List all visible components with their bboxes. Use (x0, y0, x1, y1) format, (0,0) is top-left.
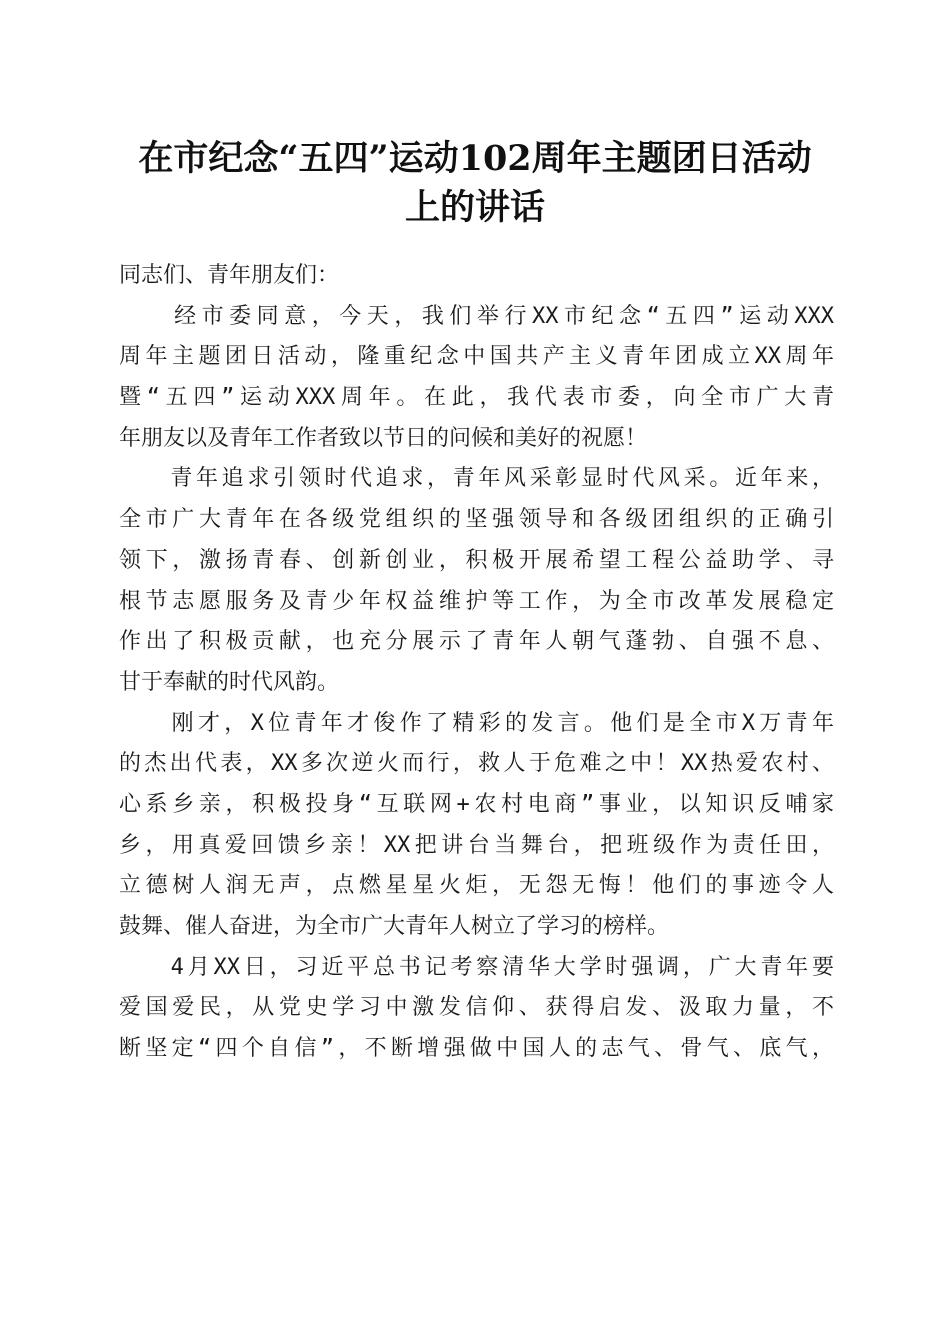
paragraph-line: 作出了积极贡献，也充分展示了青年人朝气蓬勃、自强不息、 (119, 629, 834, 655)
paragraph-line: 4月XX日，习近平总书记考察清华大学时强调，广大青年要 (119, 954, 834, 980)
paragraph-line: 暨“五四”运动XXX周年。在此，我代表市委，向全市广大青 (119, 385, 834, 411)
paragraph-line: 周年主题团日活动，隆重纪念中国共产主义青年团成立XX周年 (119, 344, 834, 370)
paragraph-line: 全市广大青年在各级党组织的坚强领导和各级团组织的正确引 (119, 507, 834, 533)
title-line-2: 上的讲话 (404, 187, 545, 228)
paragraph-line: 领下，激扬青春、创新创业，积极开展希望工程公益助学、寻 (119, 547, 834, 573)
paragraph-line: 乡，用真爱回馈乡亲！XX把讲台当舞台，把班级作为责任田， (119, 832, 834, 858)
salutation: 同志们、青年朋友们： (119, 263, 340, 288)
paragraph-line: 心系乡亲，积极投身“互联网+农村电商”事业，以知识反哺家 (119, 791, 834, 817)
paragraph-line: 青年追求引领时代追求，青年风采彰显时代风采。近年来， (119, 466, 834, 492)
paragraph-line: 断坚定“四个自信”，不断增强做中国人的志气、骨气、底气， (119, 1036, 834, 1062)
paragraph-line: 年朋友以及青年工作者致以节日的问候和美好的祝愿！ (119, 425, 648, 451)
paragraph-line: 鼓舞、催人奋进，为全市广大青年人树立了学习的榜样。 (119, 914, 670, 939)
paragraph-4 (119, 948, 834, 1070)
paragraph-line: 的杰出代表，XX多次逆火而行，救人于危难之中！XX热爱农村、 (119, 751, 834, 777)
paragraph-2 (119, 459, 834, 703)
document-body (119, 256, 834, 1070)
document-title (100, 134, 850, 232)
paragraph-line: 根节志愿服务及青少年权益维护等工作，为全市改革发展稳定 (119, 588, 834, 614)
paragraph-line: 爱国爱民，从党史学习中激发信仰、获得启发、汲取力量，不 (119, 995, 834, 1021)
paragraph-line: 立德树人润无声，点燃星星火炬，无怨无悔！他们的事迹令人 (119, 873, 834, 899)
paragraph-line: 甘于奉献的时代风韵。 (119, 669, 340, 695)
paragraph-3 (119, 704, 834, 948)
title-line-1: 在市纪念“五四”运动102周年主题团日活动 (138, 138, 812, 179)
paragraph-line: 经市委同意，今天，我们举行XX市纪念“五四”运动XXX (119, 303, 834, 329)
paragraph-line: 刚才，X位青年才俊作了精彩的发言。他们是全市X万青年 (119, 710, 834, 736)
paragraph-1 (119, 297, 834, 460)
